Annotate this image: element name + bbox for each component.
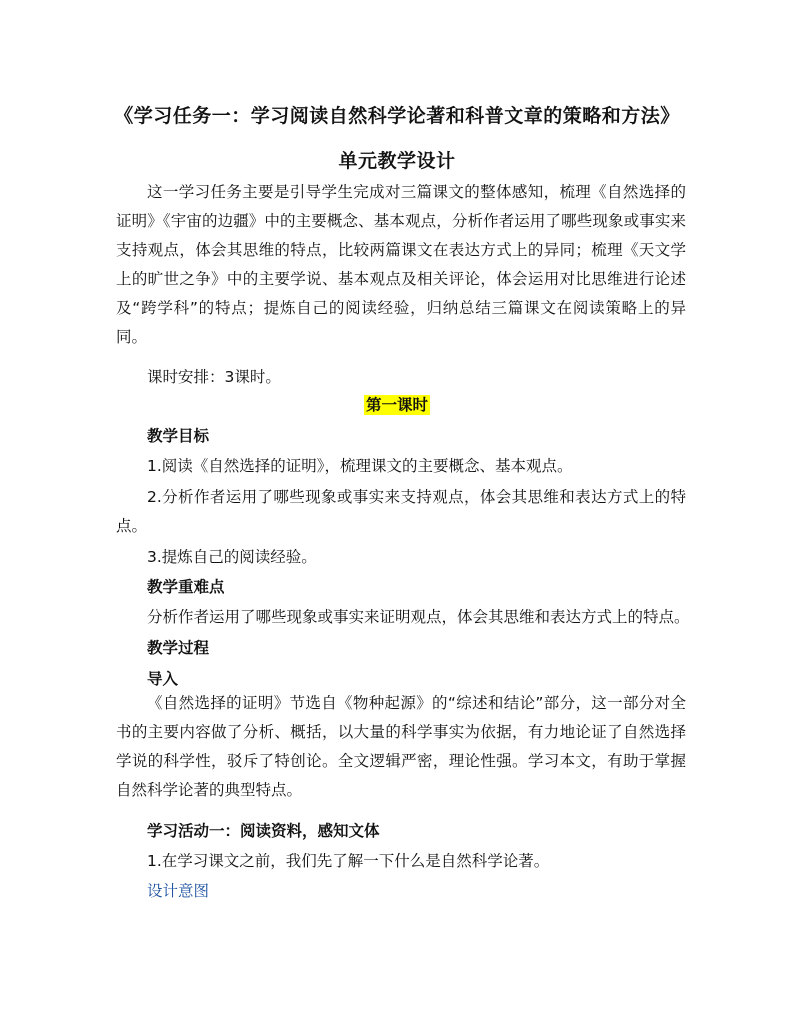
goal-item-2: 2.分析作者运用了哪些现象或事实来支持观点，体会其思维和表达方式上的特点。 [116, 488, 686, 535]
document-title: 《学习任务一：学习阅读自然科学论著和科普文章的策略和方法》 [114, 105, 680, 127]
lesson-heading-text: 第一课时 [365, 396, 428, 414]
process-heading: 教学过程 [147, 639, 210, 657]
intro-heading: 导入 [147, 670, 179, 688]
goal-item-3: 3.提炼自己的阅读经验。 [147, 548, 317, 566]
document-subtitle: 单元教学设计 [338, 150, 456, 172]
activity-heading: 学习活动一：阅读资料，感知文体 [147, 822, 380, 840]
schedule-text: 课时安排：3课时。 [147, 368, 281, 386]
design-intent-label: 设计意图 [147, 882, 210, 900]
intro-paragraph: 这一学习任务主要是引导学生完成对三篇课文的整体感知，梳理《自然选择的证明》《宇宙的边疆》中的主要概念、基本观点，分析作者运用了哪些现象或事实来支持观点，体会其思维的特点，比较两篇课文在表达方式上的异同；梳理《天文学上的旷世之争》中的主要学说、基本观点及相关评论，体会运用对比思维进行论述及“跨学科”的特点；提炼自己的阅读经验，归纳总结三篇课文在阅读策略上的异同。 [116, 183, 686, 346]
lesson-heading [0, 393, 794, 415]
goals-heading: 教学目标 [147, 427, 210, 445]
goal-item-1: 1.阅读《自然选择的证明》，梳理课文的主要概念、基本观点。 [147, 457, 573, 475]
intro-text: 《自然选择的证明》节选自《物种起源》的“综述和结论”部分，这一部分对全书的主要内容做了分析、概括，以大量的科学事实为依据，有力地论证了自然选择学说的科学性，驳斥了特创论。全文逻辑严密，理论性强。学习本文，有助于掌握自然科学论著的典型特点。 [116, 694, 686, 799]
activity-item-1: 1.在学习课文之前，我们先了解一下什么是自然科学论著。 [147, 852, 550, 870]
key-points-text: 分析作者运用了哪些现象或事实来证明观点，体会其思维和表达方式上的特点。 [147, 608, 690, 626]
key-points-heading: 教学重难点 [147, 578, 225, 596]
